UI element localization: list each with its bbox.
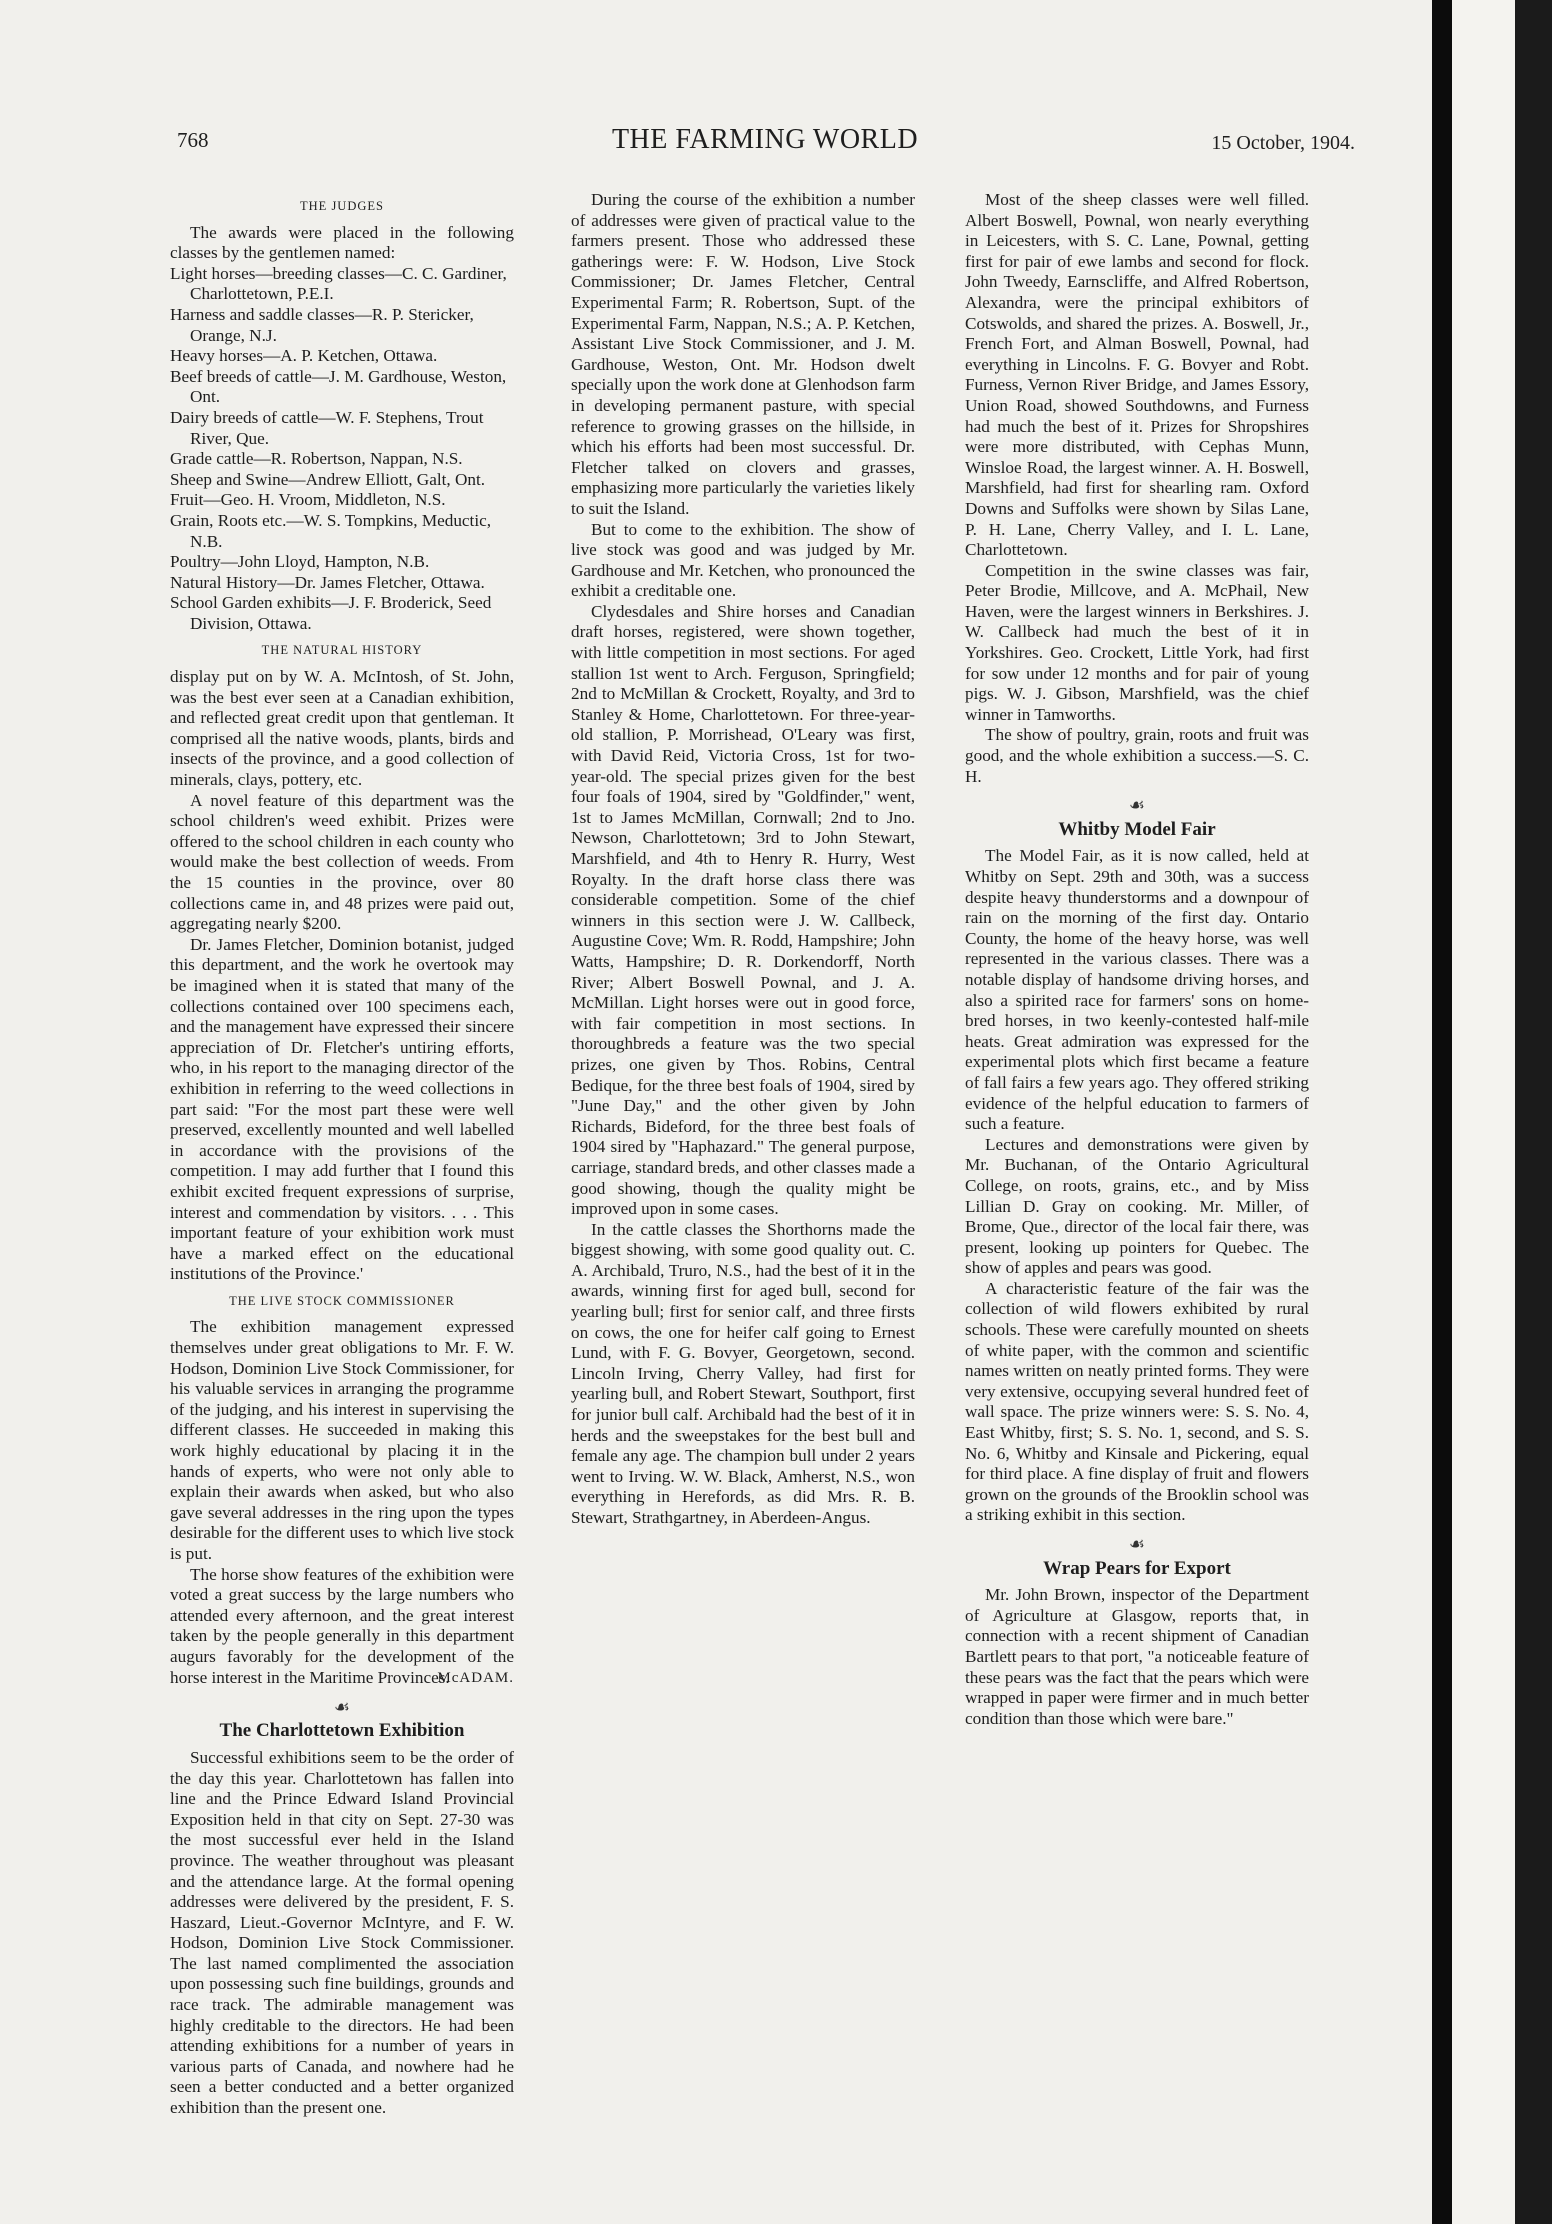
issue-date: 15 October, 1904. <box>1211 132 1355 154</box>
ornament-icon: ☙ <box>333 1696 351 1717</box>
article-title-whitby: Whitby Model Fair <box>1058 818 1216 840</box>
book-edge-shadow <box>1515 0 1552 2224</box>
charlottetown-paragraph: In the cattle classes the Shorthorns made the biggest showing, with some good quality out. C. A. Archibald, Truro, N.S., had the best of it in the awards, winning first for aged bull, second for yearling bull; first for senior calf, and three firsts on cows, the one for heifer calf going to Ernest Lund, with F. G. Bovyer, Georgetown, second. Lincoln Irving, Cherry Valley, had first for yearling bull, and Robert Stewart, Southport, first for junior bull calf. Archibald had the best of it in herds and the sweepstakes for the best bull and female any age. The champion bull under 2 years went to Irving. W. W. Black, Amherst, N.S., won everything in Herefords, as did Mrs. R. B. Stewart, Strathgartney, in Aberdeen-Angus. <box>571 1219 915 1527</box>
charlottetown-paragraph: But to come to the exhibition. The show of live stock was good and was judged by Mr. Gardhouse and Mr. Ketchen, who pronounced the exhibit a creditable one. <box>571 519 915 601</box>
article-title-charlottetown: The Charlottetown Exhibition <box>219 1720 465 1742</box>
judges-intro: The awards were placed in the following classes by the gentlemen named: <box>170 222 514 263</box>
natural-history-heading: THE NATURAL HISTORY <box>261 643 423 658</box>
charlottetown-paragraph: Competition in the swine classes was fair, Peter Brodie, Millcove, and A. McPhail, New Haven, were the largest winners in Berkshires. J. W. Callbeck had much the best of it in Yorkshires. Geo. Crockett, Little York, had first for sow under 12 months and for pair of young pigs. W. J. Gibson, Marshfield, was the chief winner in Tamworths. <box>965 560 1309 724</box>
judges-list <box>170 264 514 635</box>
judge-item: Natural History—Dr. James Fletcher, Ottawa. <box>170 572 485 592</box>
judge-item: Grade cattle—R. Robertson, Nappan, N.S. <box>170 449 463 469</box>
whitby-paragraph: Lectures and demonstrations were given by Mr. Buchanan, of the Ontario Agricultural College, on roots, grains, etc., and by Miss Lillian D. Gray on cooking. Mr. Miller, of Brome, Que., director of the local fair there, was present, looking up pointers for Quebec. The show of apples and pears was good. <box>965 1134 1309 1278</box>
magazine-title: THE FARMING WORLD <box>611 124 919 155</box>
ornament-icon: ☙ <box>1128 1534 1146 1554</box>
article-title-wrap-pears: Wrap Pears for Export <box>1043 1557 1231 1579</box>
judge-item: Beef breeds of cattle—J. M. Gardhouse, Weston, Ont. <box>170 366 507 407</box>
natural-history-paragraph: Dr. James Fletcher, Dominion botanist, judged this department, and the work he overtook may be imagined when it is stated that many of the collections contained over 100 specimens each, and the management have expressed their sincere appreciation of Dr. Fletcher's untiring efforts, who, in his report to the managing director of the exhibition in referring to the weed collections in part said: "For the most part these were well preserved, excellently mounted and well labelled in accordance with the provisions of the competition. I may add further that I found this exhibit excited frequent expressions of surprise, interest and commendation by visitors. . . . This important feature of your exhibition work must have a marked effect on the educational institutions of the Province.' <box>170 934 514 1284</box>
live-stock-paragraph: The horse show features of the exhibition were voted a great success by the large numbers who attended every afternoon, and the great interest taken by the people generally in this department augurs favorably for the development of the horse interest in the Maritime Provinces. <box>170 1564 514 1687</box>
page-header <box>175 124 1355 164</box>
judge-item: Grain, Roots etc.—W. S. Tompkins, Meductic, N.B. <box>170 510 492 551</box>
charlottetown-paragraph: The show of poultry, grain, roots and fruit was good, and the whole exhibition a success.—S. C. H. <box>965 725 1309 786</box>
charlottetown-paragraph: Most of the sheep classes were well filled. Albert Boswell, Pownal, won nearly everything in Leicesters, with S. C. Lane, Pownal, getting first for pair of ewe lambs and second for flock. John Tweedy, Earnscliffe, and Alfred Robertson, Alexandra, were the principal exhibitors of Cotswolds, and shared the prizes. A. Boswell, Jr., French Fort, and Alman Boswell, Pownal, had everything in Lincolns. F. G. Bovyer and Robt. Furness, Vernon River Bridge, and James Essory, Union Road, showed Southdowns, and Furness had much the best of it. Prizes for Shropshires were more distributed, with Cephas Munn, Winsloe Road, the largest winner. A. H. Boswell, Marshfield, had first for shearling ram. Oxford Downs and Suffolks were shown by Silas Lane, P. H. Lane, Cherry Valley, and I. L. Lane, Charlottetown. <box>965 190 1309 560</box>
judge-item: Dairy breeds of cattle—W. F. Stephens, Trout River, Que. <box>170 407 484 448</box>
whitby-paragraph: A characteristic feature of the fair was the collection of wild flowers exhibited by rural schools. These were carefully mounted on sheets of white paper, with the common and scientific names written on neatly printed forms. They were very extensive, occupying several hundred feet of wall space. The prize winners were: S. S. No. 4, East Whitby, first; S. S. No. 1, second, and S. S. No. 6, Whitby and Kinsale and Pickering, equal for third place. A fine display of fruit and flowers grown on the grounds of the Brooklin school was a striking exhibit in this section. <box>965 1278 1309 1525</box>
live-stock-heading: THE LIVE STOCK COMMISSIONER <box>229 1293 455 1308</box>
wrap-pears-paragraph: Mr. John Brown, inspector of the Department of Agriculture at Glasgow, reports that, in connection with a recent shipment of Canadian Bartlett pears to that port, "a noticeable feature of these pears was the fact that the pears which were wrapped in paper were firmer and in much better condition than those which were bare." <box>965 1585 1309 1728</box>
charlottetown-paragraph: Successful exhibitions seem to be the order of the day this year. Charlottetown has fallen into line and the Prince Edward Island Provincial Exposition held in that city on Sept. 27-30 was the most successful ever held in the Island province. The weather throughout was pleasant and the attendance large. At the formal opening addresses were delivered by the president, F. S. Haszard, Lieut.-Governor McIntyre, and F. W. Hodson, Dominion Live Stock Commissioner. The last named complimented the association upon possessing such fine buildings, grounds and race track. The admirable management was highly creditable to the directors. He had been attending exhibitions for a number of years in various parts of Canada, and nowhere had he seen a better conducted and a better organized exhibition than the present one. <box>170 1747 514 2118</box>
ornament-icon: ☙ <box>1128 795 1146 816</box>
column-1 <box>170 190 514 2119</box>
author-signature: McADAM. <box>437 1670 514 1687</box>
page-number: 768 <box>177 128 209 152</box>
judges-heading: THE JUDGES <box>300 199 384 213</box>
column-3 <box>965 190 1309 1729</box>
live-stock-paragraph: The exhibition management expressed themselves under great obligations to Mr. F. W. Hodson, Dominion Live Stock Commissioner, for his valuable services in arranging the programme of the judging, and his interest in supervising the different classes. He succeeded in making this work highly educational by placing it in the hands of experts, who were not only able to explain their awards when asked, but who also gave several addresses in the ring upon the types desirable for the different uses to which live stock is put. <box>170 1317 514 1563</box>
judge-item: Heavy horses—A. P. Ketchen, Ottawa. <box>170 346 438 366</box>
judge-item: Light horses—breeding classes—C. C. Gardiner, Charlottetown, P.E.I. <box>170 263 507 304</box>
judge-item: Fruit—Geo. H. Vroom, Middleton, N.S. <box>170 490 446 510</box>
charlottetown-paragraph: Clydesdales and Shire horses and Canadian draft horses, registered, were shown together, with little competition in most sections. For aged stallion 1st went to Arch. Ferguson, Springfield; 2nd to McMillan & Crockett, Royalty, and 3rd to Stanley & Home, Charlottetown. For three-year-old stallion, P. Morrishead, O'Leary was first, with David Reid, Victoria Cross, 1st for two-year-old. The special prizes given for the best four foals of 1904, sired by "Goldfinder," went, 1st to James McMillan, Cornwall; 2nd to Jno. Newson, Charlottetown; 3rd to John Stewart, Marshfield, and 4th to Henry R. Hurry, West Royalty. In the draft horse class there was considerable competition. Some of the chief winners in this section were J. W. Callbeck, Augustine Cove; Wm. R. Rodd, Hampshire; John Watts, Hampshire; D. R. Dorkendorff, North River; Albert Boswell Pownal, and J. A. McMillan. Light horses were out in good force, with fair competition in most sections. In thoroughbreds a feature was the two special prizes, one given by Thos. Robins, Central Bedique, for the three best foals of 1904, sired by "June Day," and the other given by John Richards, Bideford, for the three best foals of 1904 sired by "Haphazard." The general purpose, carriage, standard breds, and other classes made a good showing, though the quality might be improved upon in some cases. <box>571 601 915 1219</box>
judge-item: School Garden exhibits—J. F. Broderick, Seed Division, Ottawa. <box>170 593 492 633</box>
whitby-paragraph: The Model Fair, as it is now called, held at Whitby on Sept. 29th and 30th, was a success despite heavy thunderstorms and a downpour of rain on the morning of the first day. Ontario County, the home of the heavy horse, was well represented in the various classes. There was a notable display of handsome driving horses, and also a spirited race for farmers' sons on home-bred horses, in two keenly-contested half-mile heats. Great admiration was expressed for the experimental plots which first became a feature of fall fairs a few years ago. They offered striking evidence of the helpful education to farmers of such a feature. <box>965 846 1309 1134</box>
natural-history-paragraph: display put on by W. A. McIntosh, of St. John, was the best ever seen at a Canadian exhibition, and reflected great credit upon that gentleman. It comprised all the native woods, plants, birds and insects of the province, and a good collection of minerals, clays, pottery, etc. <box>170 667 514 790</box>
judge-item: Poultry—John Lloyd, Hampton, N.B. <box>170 552 430 572</box>
natural-history-paragraph: A novel feature of this department was the school children's weed exhibit. Prizes were offered to the school children in each county who would make the best collection of weeds. From the 15 counties in the province, over 80 collections came in, and 48 prizes were paid out, aggregating nearly $200. <box>170 790 514 934</box>
charlottetown-paragraph: During the course of the exhibition a number of addresses were given of practical value to the farmers present. Those who addressed these gatherings were: F. W. Hodson, Live Stock Commissioner; Dr. James Fletcher, Central Experimental Farm; R. Robertson, Supt. of the Experimental Farm, Nappan, N.S.; A. P. Ketchen, Assistant Live Stock Commissioner, and J. M. Gardhouse, Weston, Ont. Mr. Hodson dwelt specially upon the work done at Glenhodson farm in developing permanent pasture, with special reference to growing grasses on the hillside, in which his efforts had been most successful. Dr. Fletcher talked on clovers and grasses, emphasizing more particularly the varieties likely to suit the Island. <box>571 190 915 518</box>
judge-item: Harness and saddle classes—R. P. Stericker, Orange, N.J. <box>170 304 474 345</box>
judge-item: Sheep and Swine—Andrew Elliott, Galt, Ont. <box>170 469 486 489</box>
column-2 <box>571 190 915 1529</box>
